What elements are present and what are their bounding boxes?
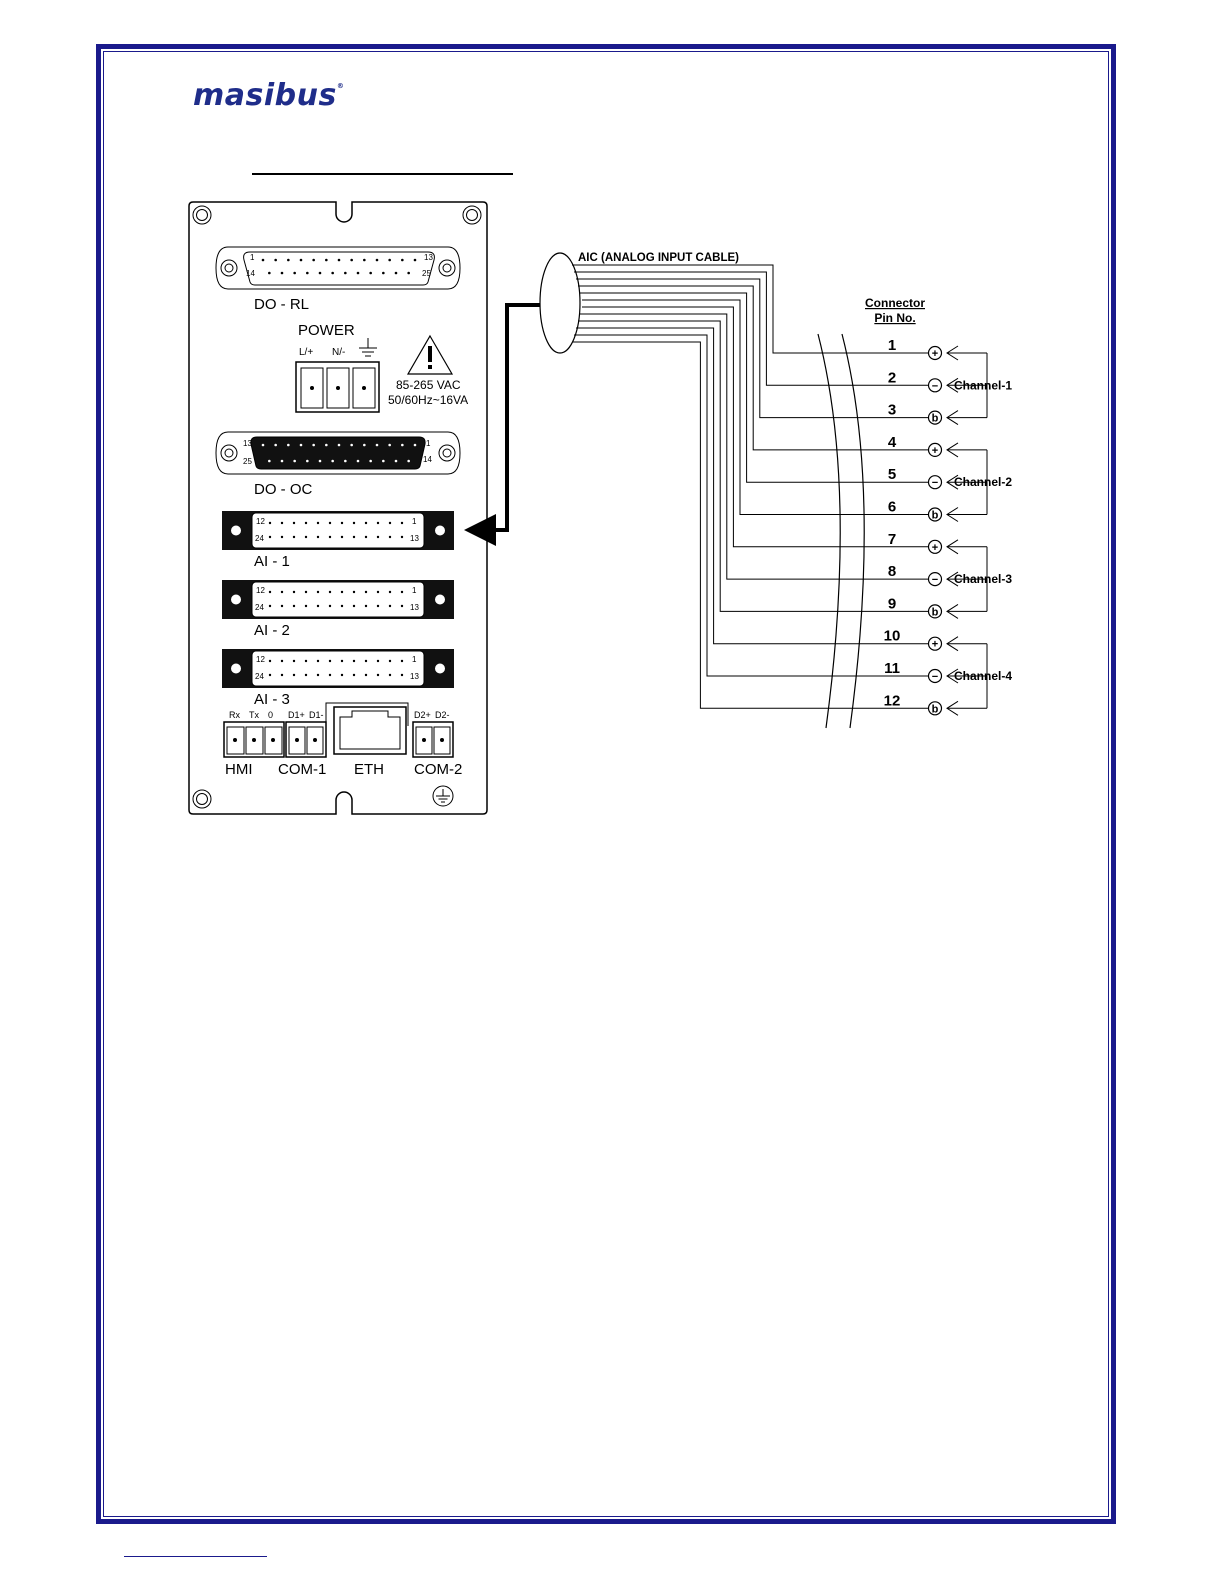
pin-dot [293,660,295,662]
pin-number: 1 [887,337,897,354]
pin-dot [353,536,355,538]
pin-label: 12 [256,655,265,664]
pin-dot [377,674,379,676]
connector-header: Connector [865,296,925,310]
ai-1-label: AI - 1 [254,553,290,570]
pin-label: 14 [423,455,432,464]
cable-sleeve-left [818,334,840,728]
d1-minus-label: D1- [309,710,324,720]
pin-dot [365,522,367,524]
pin-dot [262,259,265,262]
pin-dot [338,259,341,262]
pin-label: 1 [412,655,417,664]
cable-end [540,253,580,353]
pin-dot [389,660,391,662]
pin-number: 3 [887,401,897,419]
pin-label: 13 [243,439,252,448]
pin-dot [388,444,391,447]
pin-dot [350,259,353,262]
pin-label: 24 [255,603,264,612]
pin-label: 24 [255,534,264,543]
pin-dot [281,605,283,607]
pin-label: 12 [256,586,265,595]
pin-label: 25 [243,457,252,466]
pin-dot [281,272,284,275]
pin-polarity-symbol: b [931,703,939,716]
pin-polarity-symbol: − [931,671,939,683]
pin-dot [293,591,295,593]
pin-dot [331,272,334,275]
pin-dot [365,591,367,593]
pin-dot [365,536,367,538]
pin-dot [353,522,355,524]
pin-dot [281,674,283,676]
pin-dot [293,674,295,676]
pin-dot [376,259,379,262]
pin-dot [365,674,367,676]
cable-wires [572,265,935,708]
pin-dot [338,444,341,447]
d2-plus-label: D2+ [414,710,431,720]
pin-dot [281,536,283,538]
pin-dot [350,444,353,447]
pin-number: 6 [887,498,897,516]
ai-ports [222,511,454,708]
pin-dot [341,536,343,538]
com-2-label: COM-2 [414,761,463,778]
pin-dot [395,272,398,275]
pin-dot [365,660,367,662]
rx-label: Rx [229,710,240,720]
pin-dot [382,272,385,275]
pin-dot [269,591,271,593]
pin-dot [389,591,391,593]
cable-wire [582,307,935,547]
pin-dot [329,674,331,676]
pin-label: 13 [410,672,419,681]
pin-dot [401,605,403,607]
pin-dot [353,605,355,607]
pin-dot [269,605,271,607]
channel-label: Channel-1 [954,378,1013,393]
pin-dot [401,444,404,447]
pin-polarity-symbol: + [931,638,939,651]
pin-dot [317,591,319,593]
com-1-label: COM-1 [278,761,327,778]
pin-dot [357,272,360,275]
channel-label: Channel-2 [954,475,1013,490]
pin-polarity-symbol: − [931,477,939,490]
pin-dot [363,444,366,447]
pin-dot [274,444,277,447]
pin-label: 1 [250,253,255,262]
ai-2-label: AI - 2 [254,622,290,639]
pin-dot [363,259,366,262]
power-rating-frequency: 50/60Hz~16VA [388,393,469,407]
pin-dot [377,536,379,538]
pin-dot [268,272,271,275]
pin-dot [281,460,284,463]
pin-dot [353,674,355,676]
pin-dot [287,444,290,447]
pin-dot [365,605,367,607]
pin-label: 25 [422,269,431,278]
pin-dot [268,460,271,463]
d2-minus-label: D2- [435,710,450,720]
pin-dot [281,522,283,524]
masibus-logo: masibus® [193,78,345,113]
pin-number: 5 [887,466,897,484]
pin-dot [317,522,319,524]
pin-label: 13 [410,603,419,612]
pin-dot [389,536,391,538]
pin-dot [293,536,295,538]
cable-wire [580,314,935,579]
pin-dot [319,272,322,275]
pin-dot [319,460,322,463]
pin-dot [269,522,271,524]
channel-label: Channel-4 [954,669,1013,683]
pin-dot [305,591,307,593]
cable-wire [576,328,935,644]
pin-number: 10 [883,627,901,645]
pin-dot [269,536,271,538]
pin-dot [389,605,391,607]
pin-dot [341,591,343,593]
pin-dot [414,259,417,262]
connector-header-pin-no: Pin No. [874,311,916,325]
pin-dot [329,591,331,593]
pin-dot [269,674,271,676]
pin-dot [369,272,372,275]
pin-dot [353,660,355,662]
pin-polarity-symbol: + [931,348,939,360]
pin-dot [305,536,307,538]
cable-sleeve-right [842,334,864,728]
pin-dot [306,460,309,463]
pin-label: 24 [255,672,264,681]
pin-dot [274,259,277,262]
pin-polarity-symbol: − [931,380,939,393]
pin-dot [377,591,379,593]
power-n-label: N/- [332,347,346,358]
pin-label: 14 [246,269,255,278]
pin-dot [262,444,265,447]
pin-number: 12 [883,692,901,710]
pin-dot [377,660,379,662]
pin-dot [305,522,307,524]
pin-dot [377,605,379,607]
pin-dot [401,522,403,524]
pin-dot [407,460,410,463]
power-title: POWER [298,322,355,339]
pin-number: 4 [887,433,897,451]
ai-3-label: AI - 3 [254,691,290,708]
pin-dot [401,591,403,593]
power-l-label: L/+ [299,347,314,358]
pin-dot [317,674,319,676]
pin-dot [306,272,309,275]
pin-label: 1 [412,586,417,595]
pin-dot [382,460,385,463]
pin-label: 13 [424,253,433,262]
power-rating-voltage: 85-265 VAC [396,378,461,392]
hmi-label: HMI [225,761,253,778]
pin-dot [300,444,303,447]
pin-dot [344,460,347,463]
pin-dot [269,660,271,662]
pin-polarity-symbol: + [931,541,939,554]
pin-dot [293,522,295,524]
pin-dot [317,660,319,662]
pin-label: 1 [412,517,417,526]
pin-dot [401,536,403,538]
tx-label: Tx [249,710,259,720]
cable-wire [574,272,935,385]
cable-label: AIC (ANALOG INPUT CABLE) [578,252,739,264]
pin-dot [388,259,391,262]
pin-dot [293,605,295,607]
pin-dot [305,605,307,607]
pin-dot [376,444,379,447]
pin-label: 1 [426,439,431,448]
channel-label: Channel-3 [954,572,1013,587]
pin-label: 13 [410,534,419,543]
pin-dot [353,591,355,593]
pin-dot [287,259,290,262]
zero-label: 0 [268,710,274,720]
pin-number: 11 [884,660,900,677]
pin-dot [317,536,319,538]
do-oc-label: DO - OC [254,481,313,498]
pin-dot [329,522,331,524]
pin-polarity-symbol: b [931,412,939,425]
pin-dot [395,460,398,463]
pin-dot [341,660,343,662]
eth-label: ETH [354,761,384,778]
pin-dot [329,605,331,607]
pin-dot [377,522,379,524]
do-rl-label: DO - RL [254,296,310,313]
pin-dot [341,674,343,676]
pin-dot [389,674,391,676]
pin-label: 12 [256,517,265,526]
pin-dot [331,460,334,463]
pin-polarity-symbol: b [931,509,939,522]
pin-dot [401,660,403,662]
pin-dot [344,272,347,275]
pin-number: 9 [887,595,897,613]
pin-dot [357,460,360,463]
pin-polarity-symbol: + [931,444,939,457]
pin-dot [293,460,296,463]
pin-dot [414,444,417,447]
pin-polarity-symbol: − [931,574,939,587]
pin-dot [305,674,307,676]
pin-number: 8 [887,563,897,581]
pin-dot [329,660,331,662]
pin-dot [401,674,403,676]
pin-dot [281,660,283,662]
cable-wire [574,335,935,676]
pin-dot [325,444,328,447]
pin-dot [281,591,283,593]
pin-dot [401,259,404,262]
pin-dot [369,460,372,463]
pin-dot [325,259,328,262]
pin-dot [312,444,315,447]
pin-dot [312,259,315,262]
pin-dot [317,605,319,607]
pin-dot [341,522,343,524]
pin-number: 2 [887,369,897,387]
pin-dot [305,660,307,662]
cable-wire [578,321,935,611]
pin-dot [293,272,296,275]
pin-dot [389,522,391,524]
d1-plus-label: D1+ [288,710,305,720]
pin-dot [300,259,303,262]
pin-dot [341,605,343,607]
pin-polarity-symbol: b [931,606,939,619]
pin-dot [329,536,331,538]
pin-number: 7 [887,530,897,548]
pin-dot [407,272,410,275]
